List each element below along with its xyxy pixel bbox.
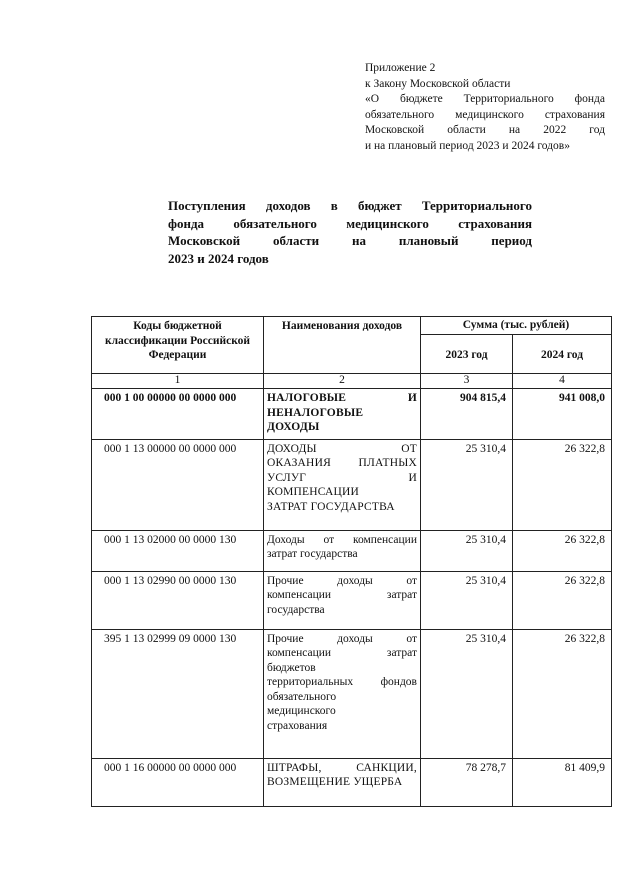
appendix-line: «О бюджете Территориального фонда xyxy=(365,93,605,105)
table-row xyxy=(92,439,612,530)
row-name-line: УСЛУГ И xyxy=(267,471,417,484)
column-number-row xyxy=(92,374,612,389)
title-line: фонда обязательного медицинского страхования xyxy=(168,215,532,231)
row-value-2024: 26 322,8 xyxy=(513,629,612,758)
row-code: 000 1 00 00000 00 0000 000 xyxy=(92,389,264,440)
row-code: 000 1 13 00000 00 0000 000 xyxy=(92,439,264,530)
row-value-2024: 941 008,0 xyxy=(513,389,612,440)
row-value-2024: 26 322,8 xyxy=(513,571,612,629)
header-codes: Коды бюджетной классификации Российской Федерации xyxy=(92,317,264,374)
row-code: 395 1 13 02999 09 0000 130 xyxy=(92,629,264,758)
row-name-line: КОМПЕНСАЦИИ xyxy=(267,486,360,498)
document-title xyxy=(168,197,532,267)
table-row xyxy=(92,758,612,806)
row-name-line: государства xyxy=(267,603,325,616)
column-number: 4 xyxy=(513,374,612,389)
header-year-2024: 2024 год xyxy=(513,334,612,373)
row-code: 000 1 16 00000 00 0000 000 xyxy=(92,758,264,806)
row-name-line: ДОХОДЫ ОТ xyxy=(267,442,417,455)
revenue-table xyxy=(91,316,612,807)
row-value-2024: 26 322,8 xyxy=(513,530,612,571)
column-number: 1 xyxy=(92,374,264,389)
appendix-line: к Закону Московской области xyxy=(365,77,511,90)
row-name-line: затрат государства xyxy=(267,548,358,560)
row-name-line: Прочие доходы от xyxy=(267,574,417,587)
row-name-line: страхования xyxy=(267,719,328,732)
column-number: 2 xyxy=(264,374,421,389)
row-name-line: ОКАЗАНИЯ ПЛАТНЫХ xyxy=(267,457,417,469)
appendix-line: Московской области на 2022 год xyxy=(365,124,605,136)
row-value-2023: 78 278,7 xyxy=(421,758,513,806)
row-name-line: НАЛОГОВЫЕ И xyxy=(267,392,417,404)
row-value-2023: 904 815,4 xyxy=(421,389,513,440)
title-line: Московской области на плановый период xyxy=(168,233,532,248)
row-name-line: компенсации затрат xyxy=(267,647,417,659)
row-name-line: медицинского xyxy=(267,705,336,717)
row-name-line: Прочие доходы от xyxy=(267,632,417,645)
row-code: 000 1 13 02990 00 0000 130 xyxy=(92,571,264,629)
table-row xyxy=(92,629,612,758)
row-value-2023: 25 310,4 xyxy=(421,629,513,758)
header-sum: Сумма (тыс. рублей) xyxy=(421,317,612,335)
row-name xyxy=(264,571,421,629)
row-name-line: ВОЗМЕЩЕНИЕ УЩЕРБА xyxy=(267,776,403,788)
row-name xyxy=(264,629,421,758)
table-row xyxy=(92,389,612,440)
row-name-line: территориальных фондов xyxy=(267,676,417,688)
appendix-line: Приложение 2 xyxy=(365,62,436,74)
row-code: 000 1 13 02000 00 0000 130 xyxy=(92,530,264,571)
header-names: Наименования доходов xyxy=(264,317,421,374)
appendix-line: и на плановый период 2023 и 2024 годов» xyxy=(365,139,570,152)
appendix-note xyxy=(365,61,605,154)
row-name xyxy=(264,389,421,440)
row-value-2023: 25 310,4 xyxy=(421,571,513,629)
row-name-line: обязательного xyxy=(267,690,337,703)
row-name xyxy=(264,758,421,806)
column-number: 3 xyxy=(421,374,513,389)
title-line: 2023 и 2024 годов xyxy=(168,250,269,266)
row-value-2023: 25 310,4 xyxy=(421,530,513,571)
row-name xyxy=(264,530,421,571)
row-name-line: Доходы от компенсации xyxy=(267,533,417,546)
table-row xyxy=(92,571,612,629)
row-value-2023: 25 310,4 xyxy=(421,439,513,530)
row-name-line: ШТРАФЫ, САНКЦИИ, xyxy=(267,761,417,774)
header-row xyxy=(92,317,612,335)
row-name xyxy=(264,439,421,530)
row-value-2024: 81 409,9 xyxy=(513,758,612,806)
table-row xyxy=(92,530,612,571)
row-name-line: ЗАТРАТ ГОСУДАРСТВА xyxy=(267,500,395,513)
row-name-line: компенсации затрат xyxy=(267,589,417,601)
header-year-2023: 2023 год xyxy=(421,334,513,373)
row-name-line: ДОХОДЫ xyxy=(267,421,320,433)
row-name-line: НЕНАЛОГОВЫЕ xyxy=(267,406,364,419)
row-value-2024: 26 322,8 xyxy=(513,439,612,530)
row-name-line: бюджетов xyxy=(267,661,316,674)
title-line: Поступления доходов в бюджет Территориального xyxy=(168,198,532,213)
appendix-line: обязательного медицинского страхования xyxy=(365,108,605,121)
